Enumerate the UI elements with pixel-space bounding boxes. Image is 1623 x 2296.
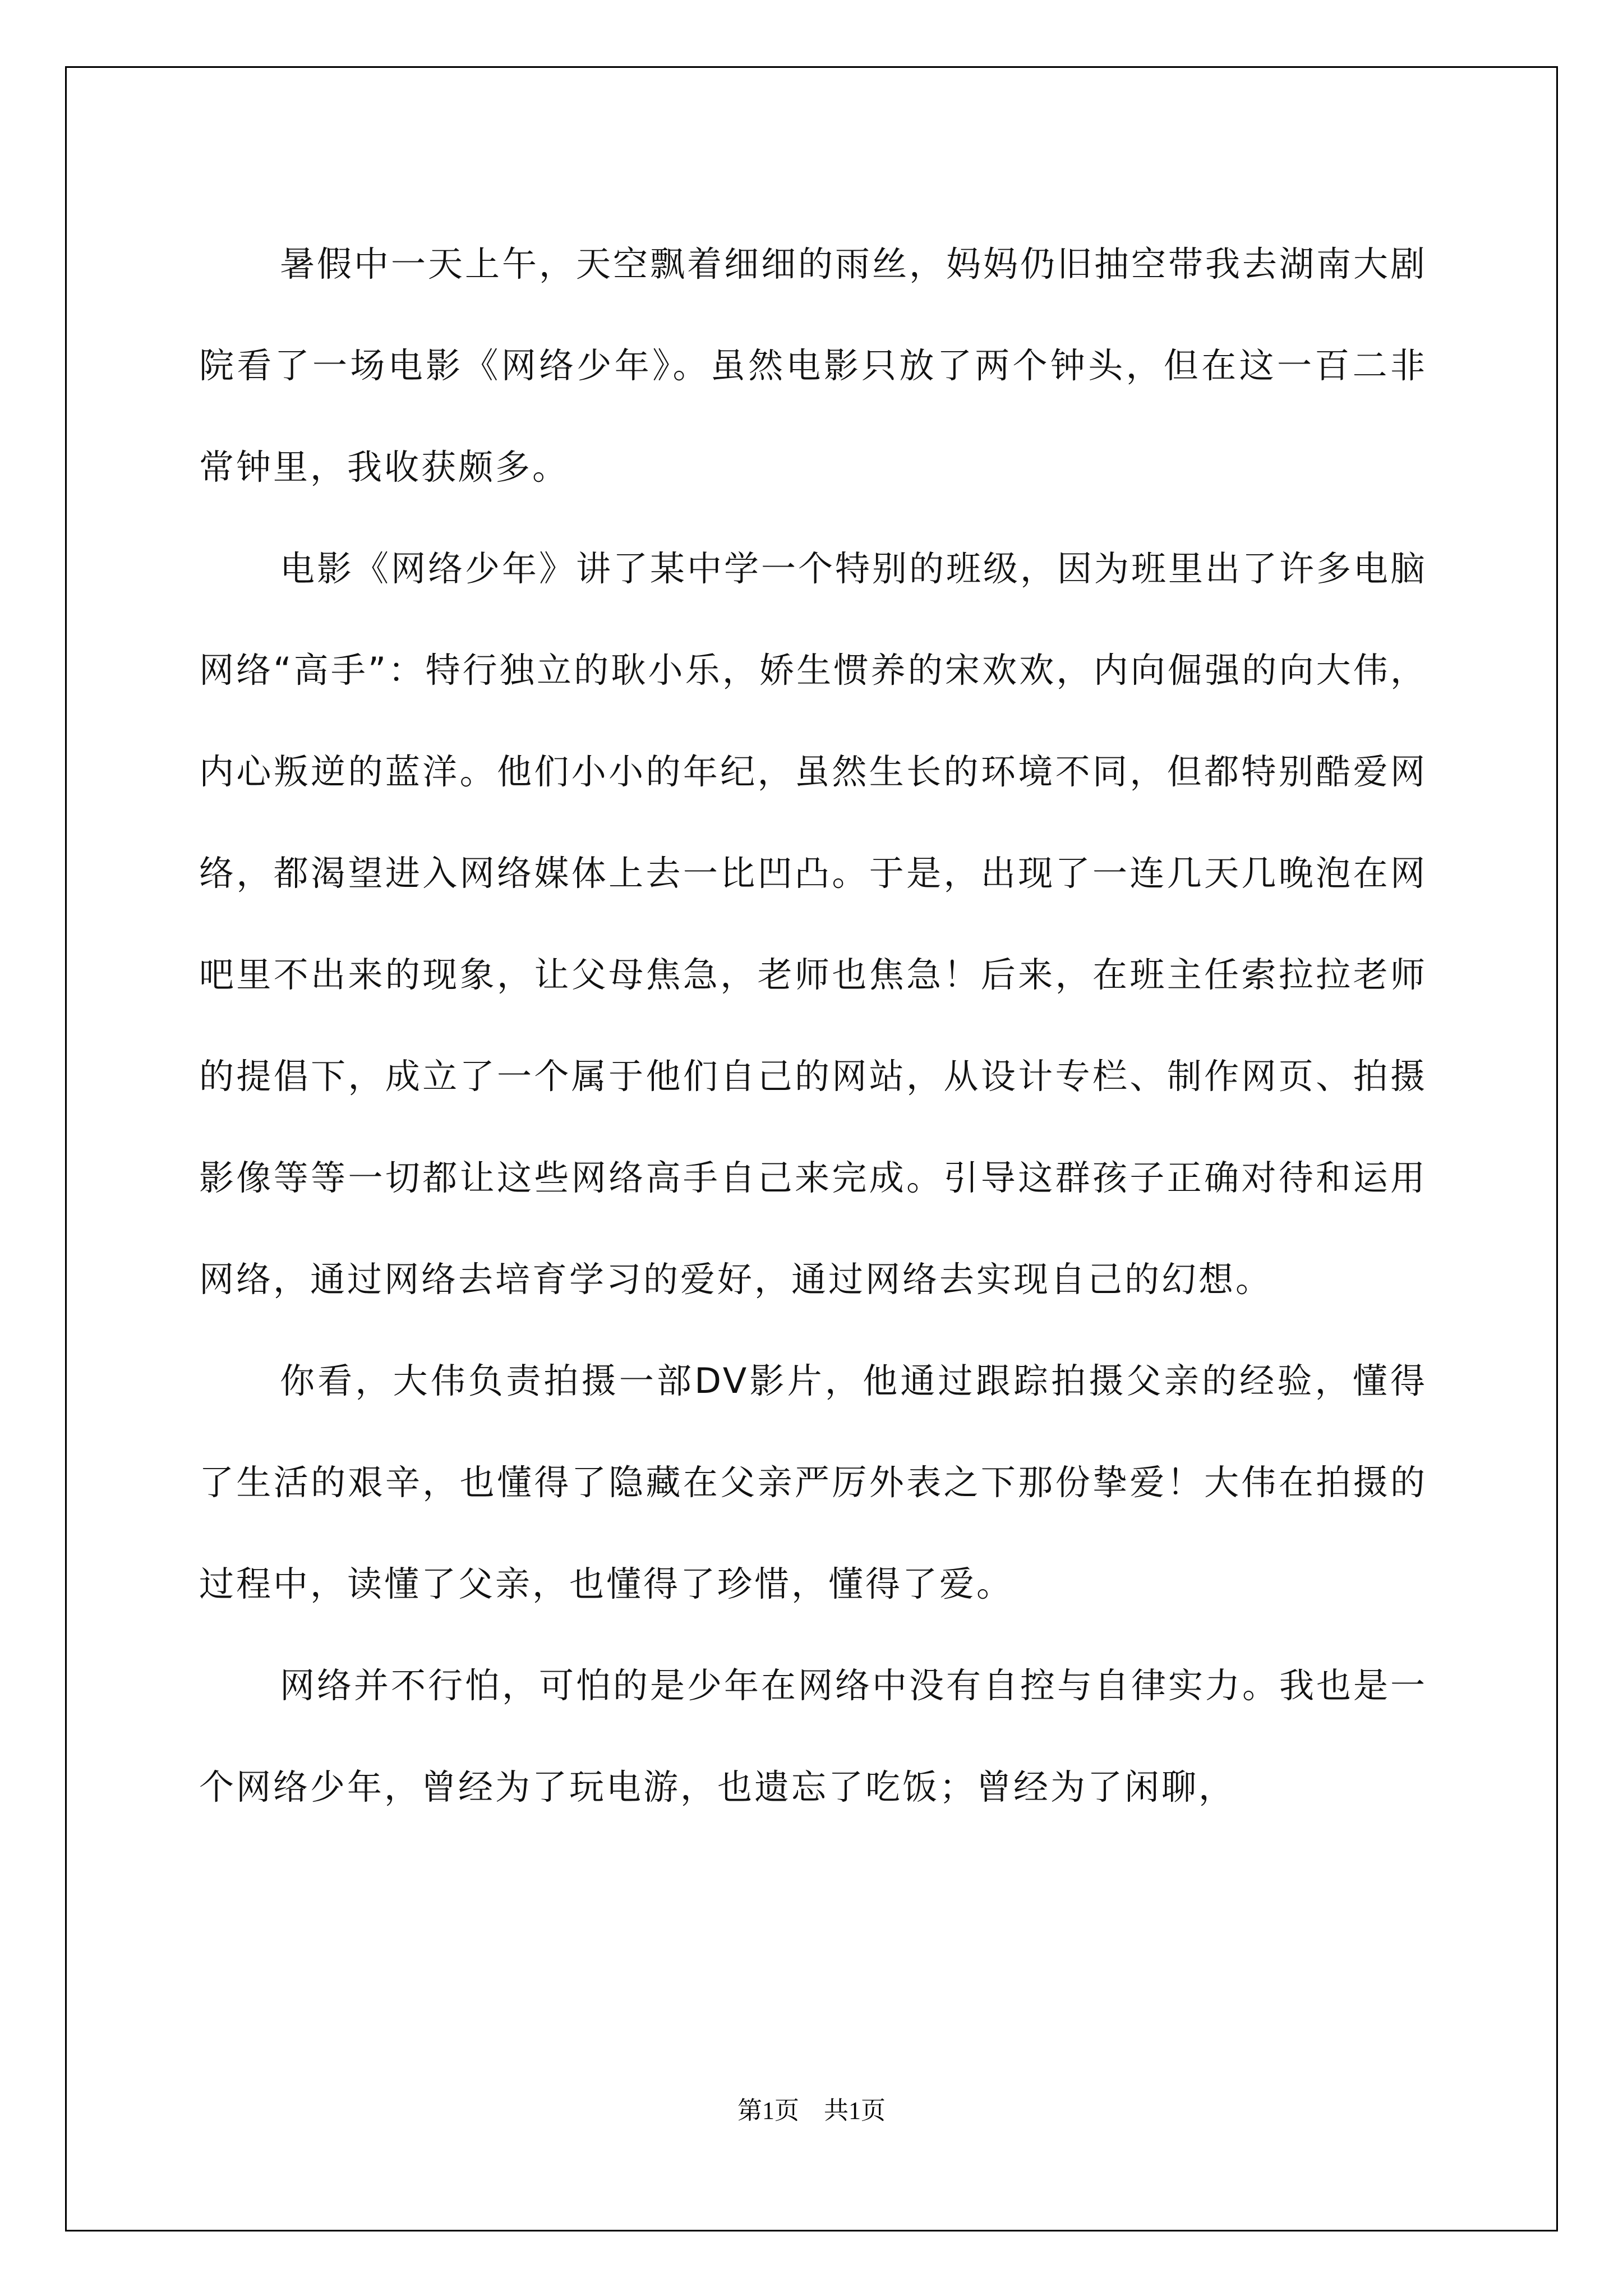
document-body <box>199 213 1427 1838</box>
paragraph-3: 你看，大伟负责拍摄一部DV影片，他通过跟踪拍摄父亲的经验，懂得了生活的艰辛，也懂得了隐藏在父亲严厉外表之下那份挚爱！大伟在拍摄的过程中，读懂了父亲，也懂得了珍惜，懂得了爱。 <box>199 1360 1427 1604</box>
paragraph-1: 暑假中一天上午，天空飘着细细的雨丝，妈妈仍旧抽空带我去湖南大剧院看了一场电影《网络少年》。虽然电影只放了两个钟头，但在这一百二非常钟里，我收获颇多。 <box>199 243 1428 487</box>
paragraph-2: 电影《网络少年》讲了某中学一个特别的班级，因为班里出了许多电脑网络“高手”：特行独立的耿小乐，娇生惯养的宋欢欢，内向倔强的向大伟，内心叛逆的蓝洋。他们小小的年纪，虽然生长的环境不同，但都特别酷爱网络，都渴望进入网络媒体上去一比凹凸。于是，出现了一连几天几晚泡在网吧里不出来的现象，让父母焦急，老师也焦急！后来，在班主任索拉拉老师的提倡下，成立了一个属于他们自己的网站，从设计专栏、制作网页、拍摄影像等等一切都让这些网络高手自己来完成。引导这群孩子正确对待和运用网络，通过网络去培育学习的爱好，通过网络去实现自己的幻想。 <box>199 548 1428 1300</box>
paragraph-4: 网络并不行怕，可怕的是少年在网络中没有自控与自律实力。我也是一个网络少年，曾经为了玩电游，也遗忘了吃饭；曾经为了闲聊， <box>199 1665 1428 1807</box>
page-footer: 第1页 共1页 <box>737 2097 886 2124</box>
